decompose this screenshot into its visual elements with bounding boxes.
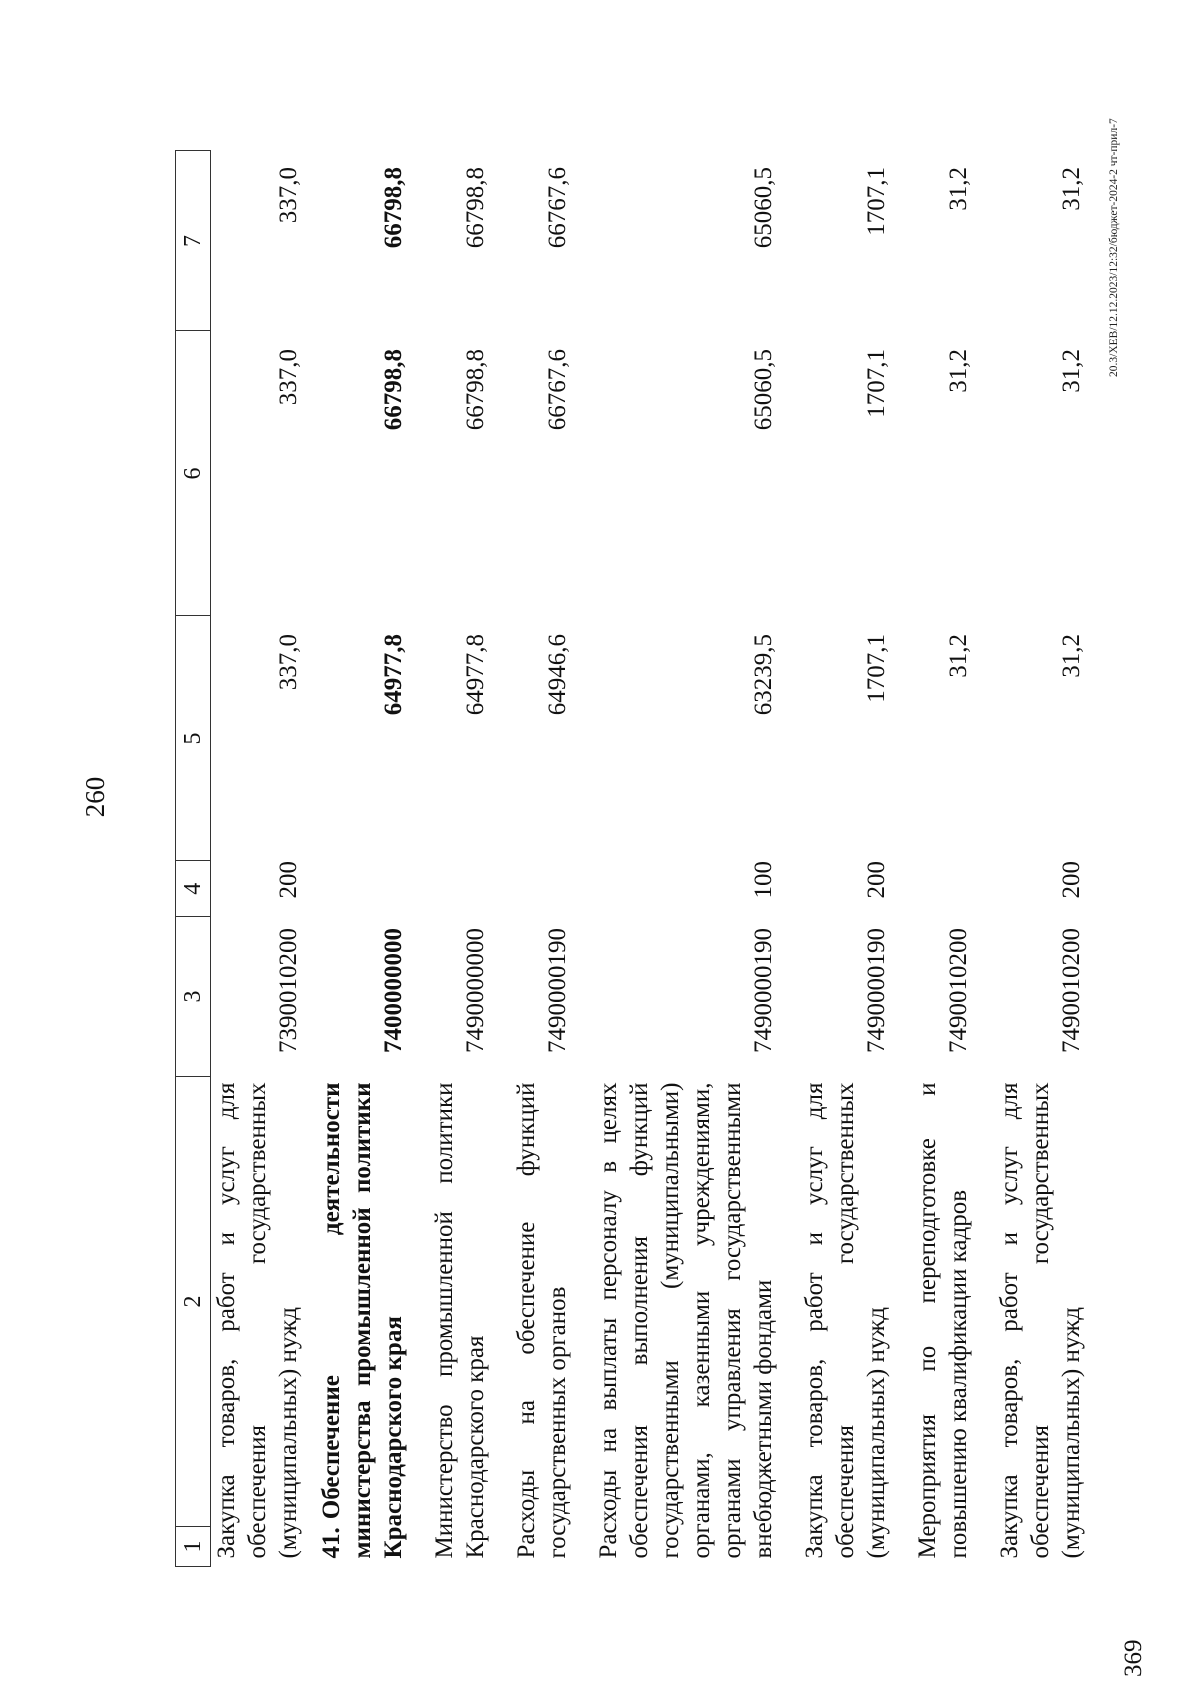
amount-col5-cell: 64977,8 — [462, 634, 489, 716]
row-name-cell — [511, 1077, 593, 1567]
target-code-cell: 7400000000 — [380, 928, 407, 1053]
column-header: 3 — [176, 917, 211, 1077]
row-name-cell — [593, 1077, 799, 1567]
row-name: Обеспечение деятельности министерства промышленной политики Краснодарского края — [318, 1082, 407, 1559]
expense-type-cell: 200 — [275, 861, 302, 899]
column-header: 7 — [176, 151, 211, 331]
row-name-cell — [316, 1077, 429, 1567]
amount-col5-cell: 337,0 — [275, 634, 302, 691]
table-row — [316, 151, 429, 1567]
amount-col5-cell: 31,2 — [945, 634, 972, 678]
document-reference: 20.3/ХЕВ/12.12.2023/12:32/бюджет-2024-2 чт-прил-7 — [1108, 118, 1120, 377]
amount-col6-cell: 66798,8 — [380, 349, 407, 431]
amount-col7-cell: 31,2 — [945, 167, 972, 211]
row-name-cell — [211, 1077, 317, 1567]
amount-col7-cell: 31,2 — [1058, 167, 1085, 211]
table-row — [511, 151, 593, 1567]
amount-col6-cell: 31,2 — [945, 349, 972, 393]
column-header: 5 — [176, 616, 211, 861]
target-code-cell: 7490010200 — [945, 928, 972, 1053]
amount-col5-cell: 64977,8 — [380, 634, 407, 716]
expense-type-cell — [429, 861, 511, 917]
row-name: Закупка товаров, работ и услуг для обеспечения государственных (муниципальных) нужд — [213, 1082, 302, 1559]
row-name-cell — [912, 1077, 994, 1567]
row-name-cell — [429, 1077, 511, 1567]
page-number-bottom: 369 — [1120, 1639, 1147, 1677]
table-row — [912, 151, 994, 1567]
expense-type-cell — [912, 861, 994, 917]
row-name: Расходы на обеспечение функций государственных органов — [513, 1082, 571, 1559]
column-number-header — [176, 151, 211, 1567]
amount-col7-cell: 337,0 — [275, 167, 302, 224]
amount-col7-cell: 66798,8 — [380, 167, 407, 249]
amount-col6-cell: 31,2 — [1058, 349, 1085, 393]
expense-type-cell — [316, 861, 429, 917]
amount-col5-cell: 64946,6 — [544, 634, 571, 716]
target-code-cell: 7490010200 — [1058, 928, 1085, 1053]
amount-col6-cell: 1707,1 — [863, 349, 890, 418]
row-number: 41. — [318, 1527, 345, 1559]
amount-col6-cell: 66798,8 — [462, 349, 489, 431]
table-row — [593, 151, 799, 1567]
amount-col6-cell: 337,0 — [275, 349, 302, 406]
amount-col5-cell: 63239,5 — [750, 634, 777, 716]
budget-table — [175, 151, 1107, 1568]
amount-col7-cell: 66767,6 — [544, 167, 571, 249]
target-code-cell: 7490000190 — [544, 928, 571, 1053]
table-row — [429, 151, 511, 1567]
row-name: Расходы на выплаты персоналу в целях обеспечения выполнения функций государственными (муниципальными) органами, казенными учреждениями, органами управления государственными внебюджетными фондами — [595, 1082, 777, 1559]
page-number-top: 260 — [80, 776, 110, 818]
row-name: Мероприятия по переподготовке и повышению квалификации кадров — [914, 1082, 972, 1559]
row-name: Министерство промышленной политики Краснодарского края — [431, 1082, 489, 1559]
table-row — [994, 151, 1107, 1567]
column-header: 2 — [176, 1077, 211, 1527]
amount-col7-cell: 66798,8 — [462, 167, 489, 249]
amount-col5-cell: 31,2 — [1058, 634, 1085, 678]
expense-type-cell: 200 — [863, 861, 890, 899]
amount-col7-cell: 1707,1 — [863, 167, 890, 236]
column-header: 6 — [176, 331, 211, 616]
amount-col7-cell: 65060,5 — [750, 167, 777, 249]
table-row — [799, 151, 912, 1567]
table-row — [211, 151, 317, 1567]
row-name-cell — [799, 1077, 912, 1567]
row-name: Закупка товаров, работ и услуг для обеспечения государственных (муниципальных) нужд — [996, 1082, 1085, 1559]
target-code-cell: 7390010200 — [275, 928, 302, 1053]
column-header: 4 — [176, 861, 211, 917]
expense-type-cell — [511, 861, 593, 917]
row-name-cell — [994, 1077, 1107, 1567]
amount-col5-cell: 1707,1 — [863, 634, 890, 703]
target-code-cell: 7490000190 — [863, 928, 890, 1053]
row-name: Закупка товаров, работ и услуг для обеспечения государственных (муниципальных) нужд — [801, 1082, 890, 1559]
amount-col6-cell: 65060,5 — [750, 349, 777, 431]
expense-type-cell: 200 — [1058, 861, 1085, 899]
expense-type-cell: 100 — [750, 861, 777, 899]
amount-col6-cell: 66767,6 — [544, 349, 571, 431]
target-code-cell: 7490000190 — [750, 928, 777, 1053]
column-header: 1 — [176, 1527, 211, 1567]
target-code-cell: 7490000000 — [462, 928, 489, 1053]
